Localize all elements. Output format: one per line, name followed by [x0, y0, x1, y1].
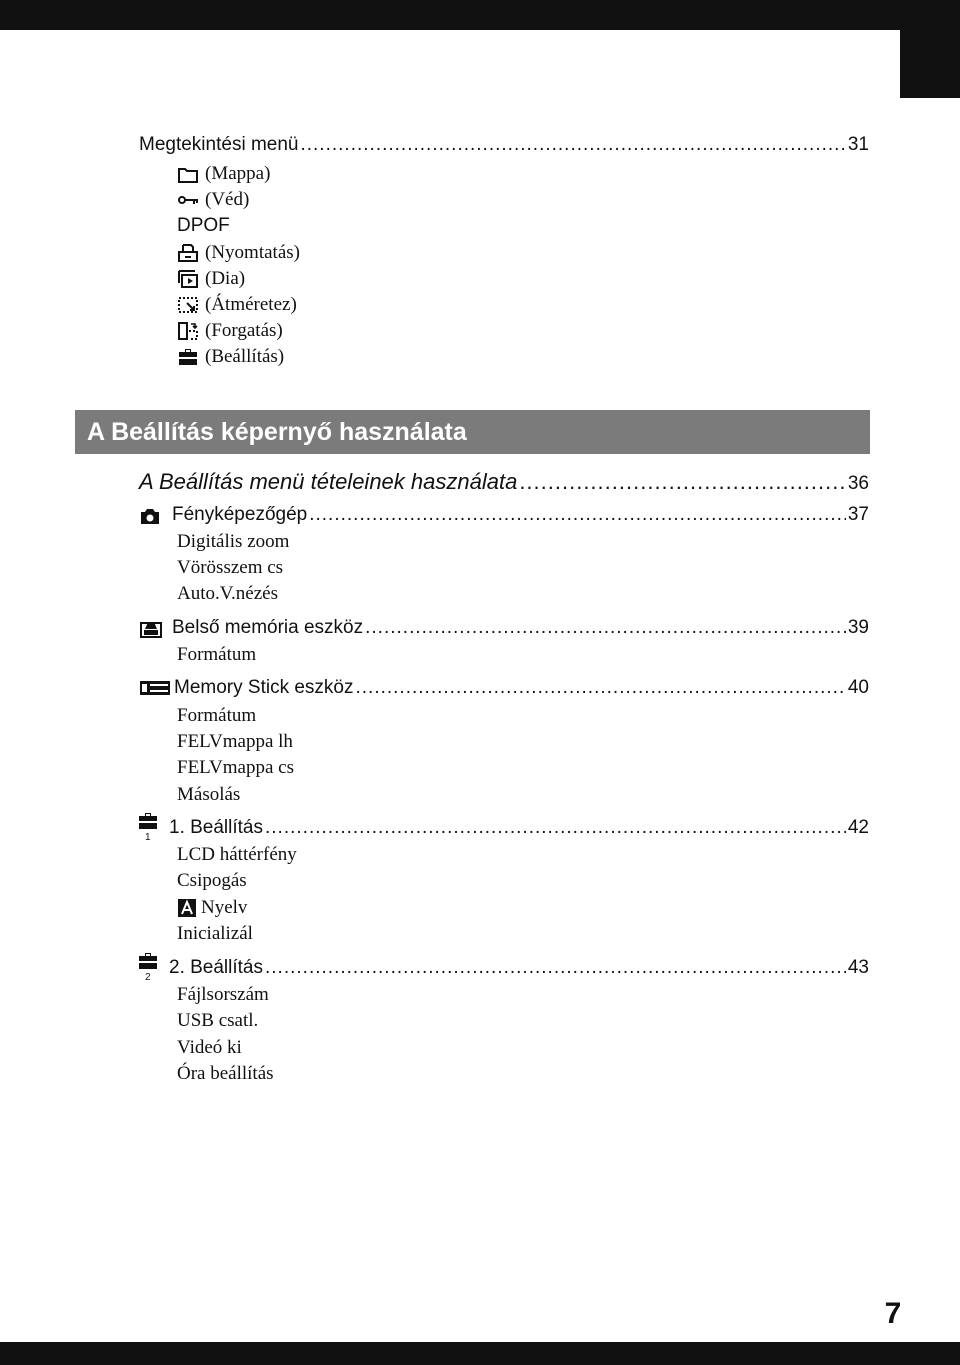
toc-subitem: LCD háttérfény: [177, 844, 297, 865]
toc-entry-camera[interactable]: [172, 502, 869, 528]
toc-subitem-label: (Nyomtatás): [205, 242, 300, 263]
toc-subitem-dpof: [177, 213, 230, 239]
toc-subitem: FELVmappa lh: [177, 731, 293, 752]
toc-page-number: 40: [847, 677, 869, 698]
printer-icon: [177, 243, 199, 263]
section-heading-bar: A Beállítás képernyő használata: [75, 410, 870, 454]
corner-tab-block: [900, 0, 960, 98]
toc-entry-title: 2. Beállítás: [169, 957, 263, 978]
dot-leader: [519, 468, 846, 496]
dot-leader: [265, 955, 846, 981]
camera-icon: [139, 506, 161, 526]
top-border-bar: [0, 0, 960, 30]
toc-subitem: FELVmappa cs: [177, 757, 294, 778]
toc-entry-memory-stick[interactable]: [174, 675, 869, 701]
toc-entry-title: A Beállítás menü tételeinek használata: [139, 469, 518, 494]
language-icon: [177, 898, 197, 918]
toc-subitem-protect: [177, 187, 249, 213]
toc-subitem: Csipogás: [177, 870, 247, 891]
toc-subitem-label: (Mappa): [205, 163, 271, 184]
toc-page-number: 37: [847, 504, 869, 525]
toc-subitem: Vörösszem cs: [177, 557, 284, 578]
key-icon: [177, 190, 199, 210]
toc-subitem-label: (Átméretez): [205, 294, 297, 315]
toc-subitem: USB csatl.: [177, 1010, 259, 1031]
toc-entry-title: Memory Stick eszköz: [174, 677, 354, 698]
dot-leader: [265, 815, 846, 841]
rotate-icon: [177, 321, 199, 341]
toolbox-icon: [137, 811, 159, 831]
toc-subitem: Inicializál: [177, 923, 253, 944]
toc-entry-setup-usage[interactable]: [139, 468, 869, 496]
toc-page-number: 36: [847, 473, 869, 494]
toc-entry-title: Megtekintési menü: [139, 134, 299, 155]
toc-entry-title: Fényképezőgép: [172, 504, 308, 525]
memory-stick-icon: [139, 679, 171, 697]
toc-page-number: 31: [847, 134, 869, 155]
toc-entry-title: 1. Beállítás: [169, 817, 263, 838]
toc-subitem-folder: [177, 161, 270, 187]
toolbox-icon: [177, 347, 199, 367]
toc-subitem-rotate: [177, 318, 283, 344]
toc-subitem-setup: [177, 344, 284, 370]
toc-subitem: Formátum: [177, 644, 257, 665]
dot-leader: [300, 132, 845, 158]
toc-subitem: Videó ki: [177, 1037, 242, 1058]
slideshow-icon: [177, 269, 199, 289]
internal-memory-icon: [139, 617, 163, 639]
toc-page-number: 42: [847, 817, 869, 838]
folder-icon: [177, 164, 199, 184]
toc-subitem: Másolás: [177, 784, 241, 805]
toc-entry-setup-2[interactable]: [169, 955, 869, 981]
toc-subitem-label: (Beállítás): [205, 346, 285, 367]
toc-subitem: Fájlsorszám: [177, 984, 269, 1005]
toc-subitem: Auto.V.nézés: [177, 583, 278, 604]
page-number: 7: [884, 1297, 902, 1330]
toc-subitem-label: Nyelv: [201, 897, 248, 918]
toc-subitem-label: (Véd): [205, 189, 250, 210]
toolbox-icon: [137, 951, 159, 971]
resize-icon: [177, 295, 199, 315]
toc-subitem-label: DPOF: [177, 215, 230, 236]
setup-tab-number: 1: [145, 832, 151, 843]
toc-subitem-label: (Forgatás): [205, 320, 283, 341]
toc-page-number: 39: [847, 617, 869, 638]
bottom-border-bar: [0, 1342, 960, 1365]
toc-subitem-print: [177, 240, 300, 266]
toc-subitem: Óra beállítás: [177, 1063, 274, 1084]
toc-subitem-label: (Dia): [205, 268, 246, 289]
toc-page-number: 43: [847, 957, 869, 978]
toc-subitem: Digitális zoom: [177, 531, 290, 552]
toc-subitem-resize: [177, 292, 297, 318]
dot-leader: [355, 675, 845, 701]
toc-entry-title: Belső memória eszköz: [172, 617, 364, 638]
toc-entry-internal-memory[interactable]: [172, 615, 869, 641]
setup-tab-number: 2: [145, 972, 151, 983]
toc-entry-viewing-menu[interactable]: [139, 132, 869, 158]
toc-subitem: Formátum: [177, 705, 257, 726]
toc-entry-setup-1[interactable]: [169, 815, 869, 841]
dot-leader: [309, 502, 846, 528]
toc-subitem-slideshow: [177, 266, 245, 292]
dot-leader: [365, 615, 846, 641]
toc-subitem-language: [177, 895, 247, 921]
